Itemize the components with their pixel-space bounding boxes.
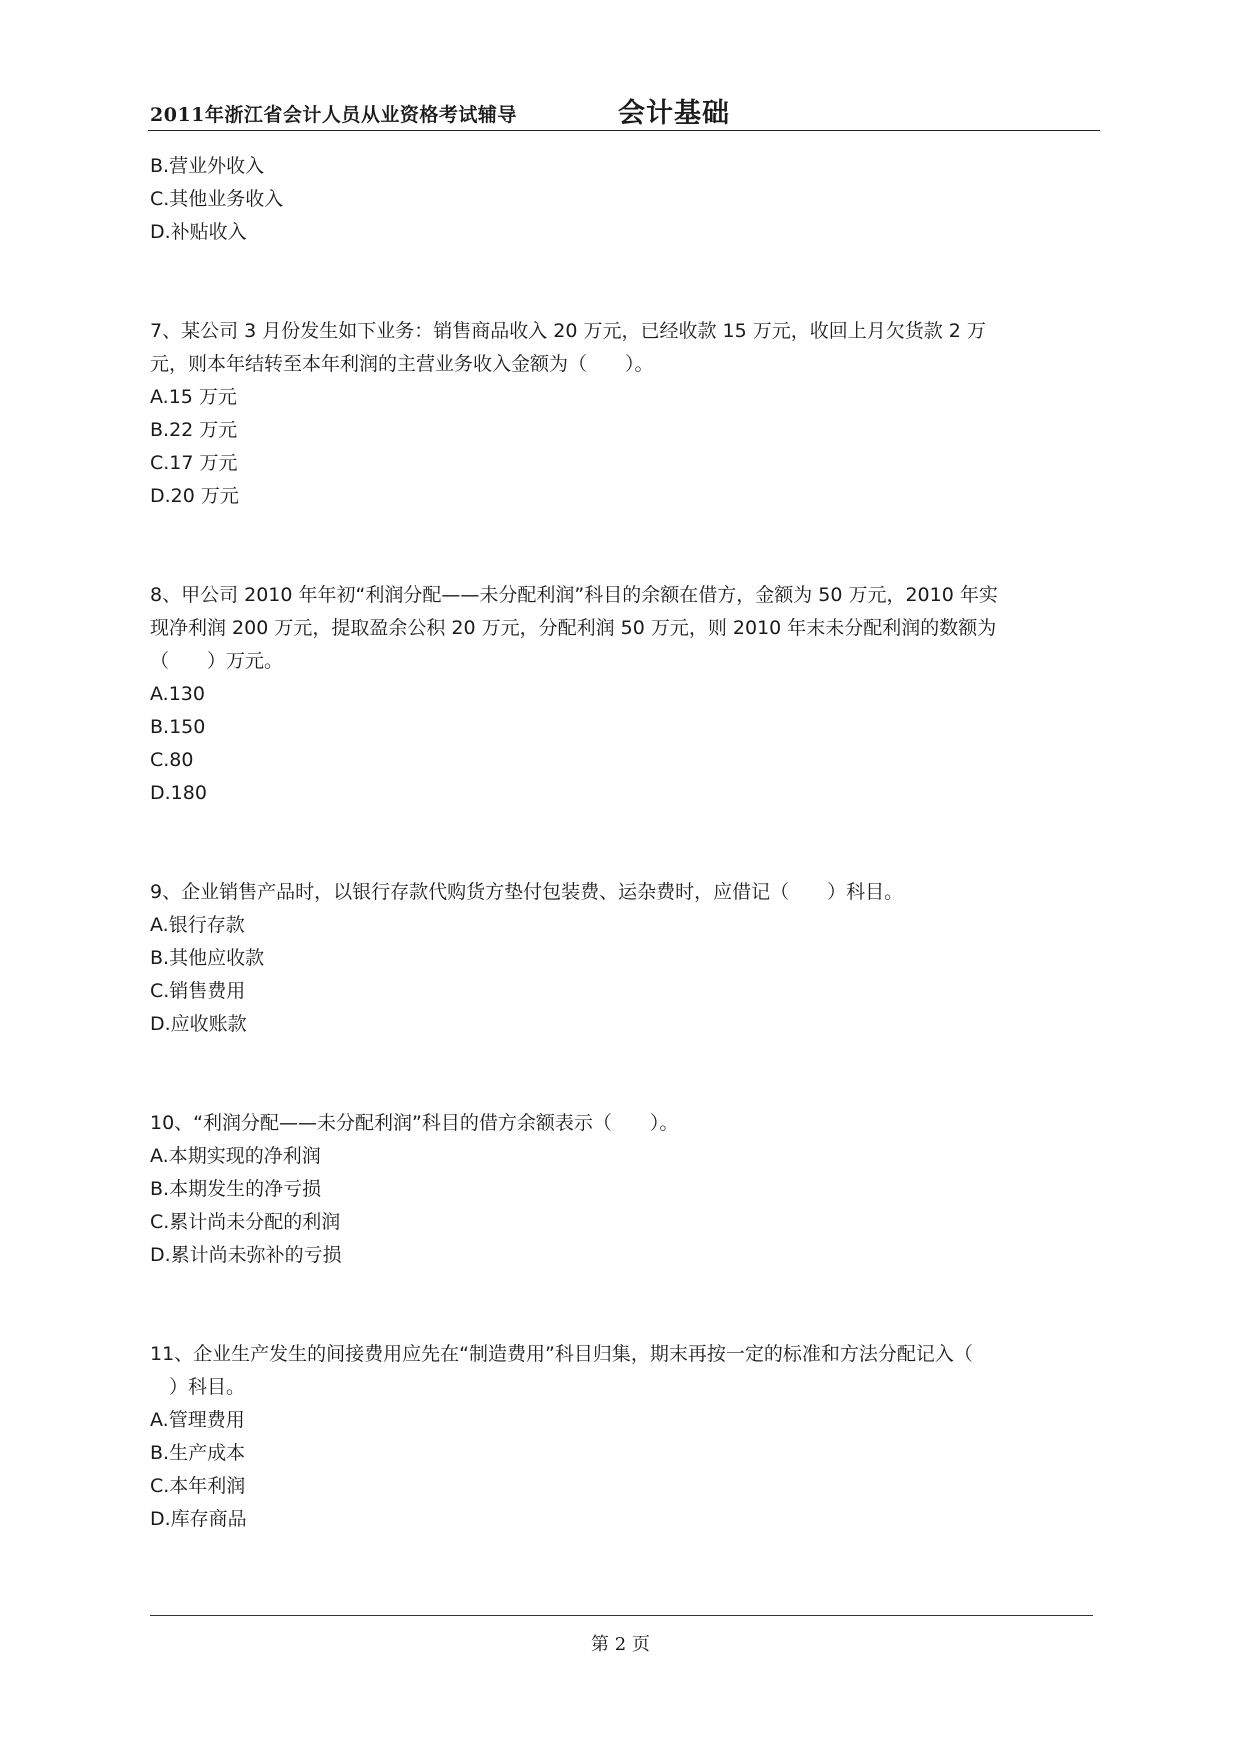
option-d: D.应收账款 bbox=[150, 1013, 247, 1035]
option-a: A.15 万元 bbox=[150, 386, 237, 408]
option-c: C.本年利润 bbox=[150, 1475, 246, 1497]
option-a: A.管理费用 bbox=[150, 1409, 245, 1431]
question-text: 7、某公司 3 月份发生如下业务：销售商品收入 20 万元，已经收款 15 万元，收回上月欠货款 2 万 bbox=[150, 320, 986, 342]
header-exam-title: 2011年浙江省会计人员从业资格考试辅导 bbox=[150, 104, 517, 126]
carryover-options bbox=[150, 150, 1100, 249]
option-d: D.20 万元 bbox=[150, 485, 239, 507]
option-b: B.150 bbox=[150, 716, 206, 738]
option: B.营业外收入 bbox=[150, 155, 265, 177]
question-10 bbox=[150, 1107, 1100, 1272]
question-text: ）科目。 bbox=[150, 1376, 246, 1398]
option-a: A.130 bbox=[150, 683, 205, 705]
option: C.其他业务收入 bbox=[150, 188, 284, 210]
page-content bbox=[150, 150, 1100, 1536]
option-b: B.22 万元 bbox=[150, 419, 238, 441]
question-text: 10、“利润分配——未分配利润”科目的借方余额表示（ ）。 bbox=[150, 1112, 679, 1134]
option-a: A.本期实现的净利润 bbox=[150, 1145, 321, 1167]
option-c: C.销售费用 bbox=[150, 980, 246, 1002]
footer-divider bbox=[150, 1615, 1093, 1616]
question-text: 11、企业生产发生的间接费用应先在“制造费用”科目归集，期末再按一定的标准和方法分配记入（ bbox=[150, 1343, 973, 1365]
option-d: D.180 bbox=[150, 782, 207, 804]
option-c: C.17 万元 bbox=[150, 452, 238, 474]
question-9 bbox=[150, 876, 1100, 1041]
question-7 bbox=[150, 315, 1100, 513]
option-d: D.累计尚未弥补的亏损 bbox=[150, 1244, 342, 1266]
header-subject: 会计基础 bbox=[618, 98, 730, 129]
option-c: C.累计尚未分配的利润 bbox=[150, 1211, 341, 1233]
option-d: D.库存商品 bbox=[150, 1508, 247, 1530]
question-text: （ ）万元。 bbox=[150, 650, 284, 672]
question-text: 8、甲公司 2010 年年初“利润分配——未分配利润”科目的余额在借方，金额为 50 万元，2010 年实 bbox=[150, 584, 998, 606]
page-header bbox=[148, 88, 1100, 131]
question-text: 现净利润 200 万元，提取盈余公积 20 万元，分配利润 50 万元，则 2010 年末未分配利润的数额为 bbox=[150, 617, 997, 639]
option: D.补贴收入 bbox=[150, 221, 247, 243]
page-number: 第 2 页 bbox=[591, 1634, 650, 1655]
option-b: B.本期发生的净亏损 bbox=[150, 1178, 322, 1200]
question-8 bbox=[150, 579, 1100, 810]
option-c: C.80 bbox=[150, 749, 194, 771]
question-text: 元，则本年结转至本年利润的主营业务收入金额为（ ）。 bbox=[150, 353, 654, 375]
question-text: 9、企业销售产品时，以银行存款代购货方垫付包装费、运杂费时，应借记（ ）科目。 bbox=[150, 881, 904, 903]
option-b: B.其他应收款 bbox=[150, 947, 265, 969]
question-11 bbox=[150, 1338, 1100, 1536]
option-a: A.银行存款 bbox=[150, 914, 245, 936]
option-b: B.生产成本 bbox=[150, 1442, 246, 1464]
